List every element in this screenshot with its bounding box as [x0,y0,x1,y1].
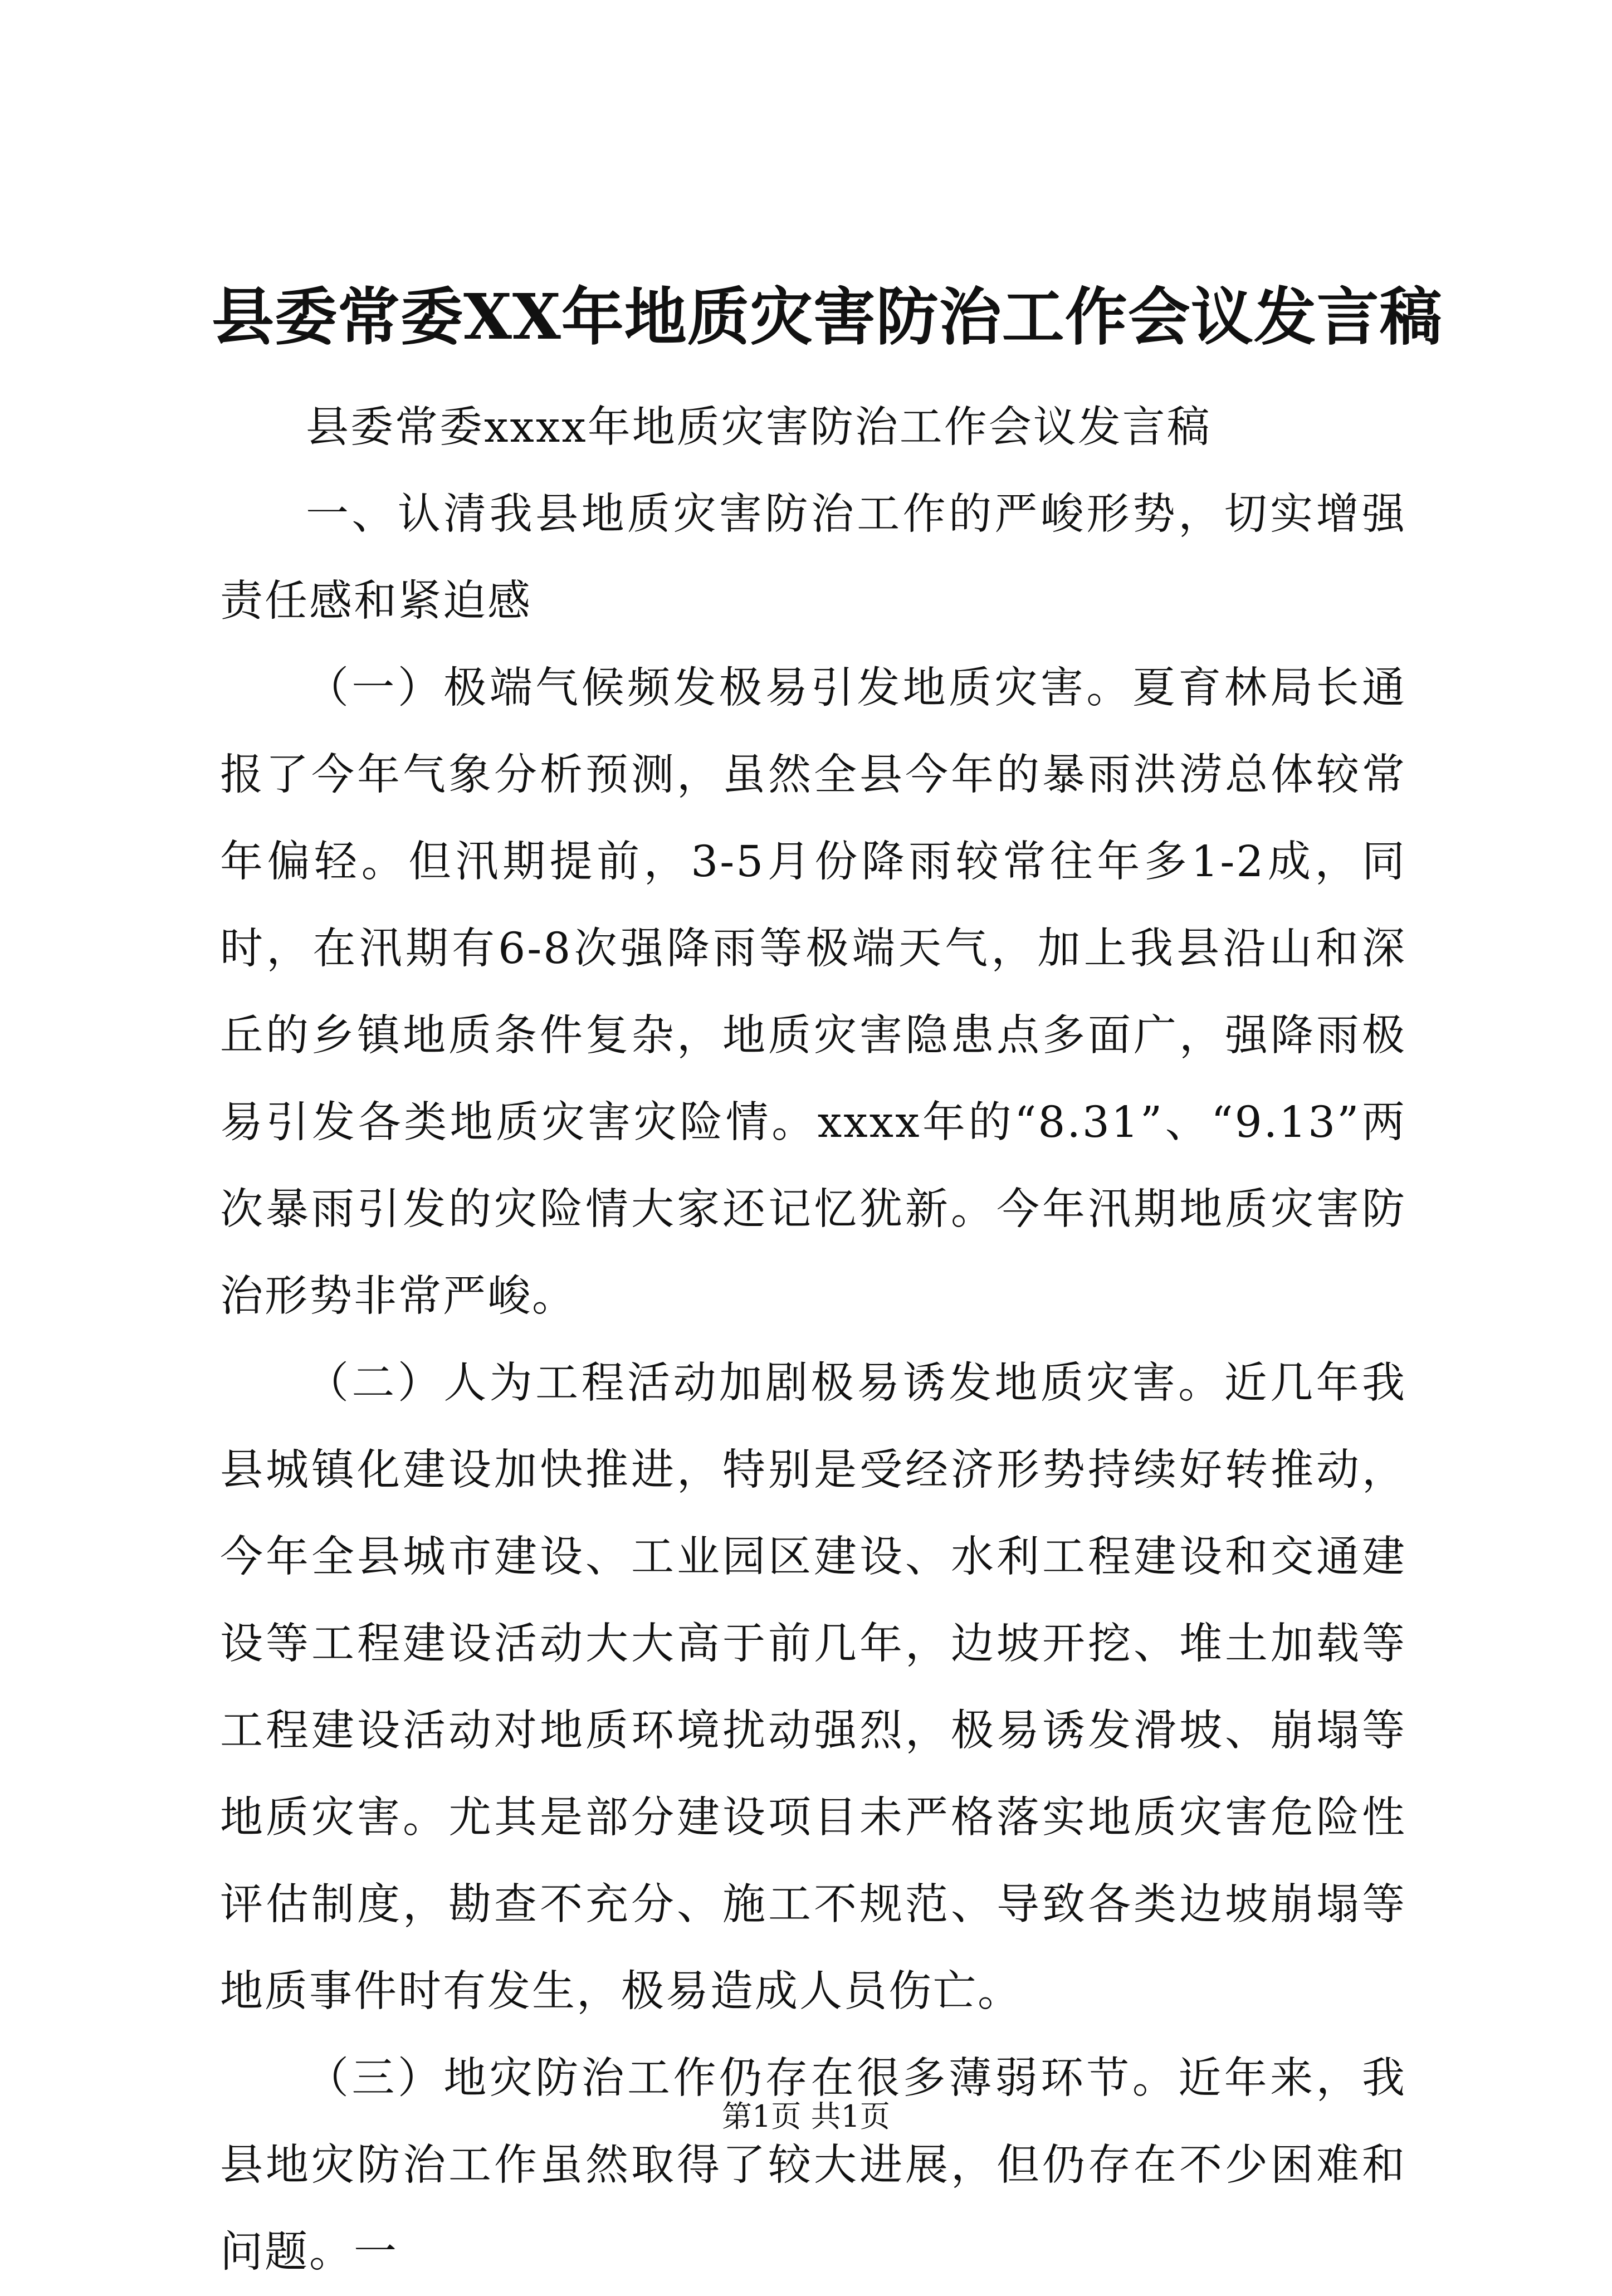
body-paragraph-1: （一）极端气候频发极易引发地质灾害。夏育林局长通报了今年气象分析预测，虽然全县今年的暴雨洪涝总体较常年偏轻。但汛期提前，3-5月份降雨较常往年多1-2成，同时，在汛期有6-8次强降雨等极端天气，加上我县沿山和深丘的乡镇地质条件复杂，地质灾害隐患点多面广，强降雨极易引发各类地质灾害灾险情。xxxx年的“8.31”、“9.13”两次暴雨引发的灾险情大家还记忆犹新。今年汛期地质灾害防治形势非常严峻。 [220,663,1406,1321]
section-heading-1: 一、认清我县地质灾害防治工作的严峻形势，切实增强责任感和紧迫感 [220,490,1406,626]
subtitle-paragraph: 县委常委xxxx年地质灾害防治工作会议发言稿 [306,403,1212,452]
body-paragraph-3: （三）地灾防治工作仍存在很多薄弱环节。近年来，我县地灾防治工作虽然取得了较大进展，但仍存在不少困难和问题。一 [220,2054,1406,2277]
body-paragraph-2: （二）人为工程活动加剧极易诱发地质灾害。近几年我县城镇化建设加快推进，特别是受经济形势持续好转推动，今年全县城市建设、工业园区建设、水利工程建设和交通建设等工程建设活动大大高于前几年，边坡开挖、堆土加载等工程建设活动对地质环境扰动强烈，极易诱发滑坡、崩塌等地质灾害。尤其是部分建设项目未严格落实地质灾害危险性评估制度，勘查不充分、施工不规范、导致各类边坡崩塌等地质事件时有发生，极易造成人员伤亡。 [220,1359,1406,2016]
document-body [220,384,1406,2296]
document-title: 县委常委XX年地质灾害防治工作会议发言稿 [212,281,1443,354]
page-footer: 第1页 共1页 [722,2099,890,2134]
